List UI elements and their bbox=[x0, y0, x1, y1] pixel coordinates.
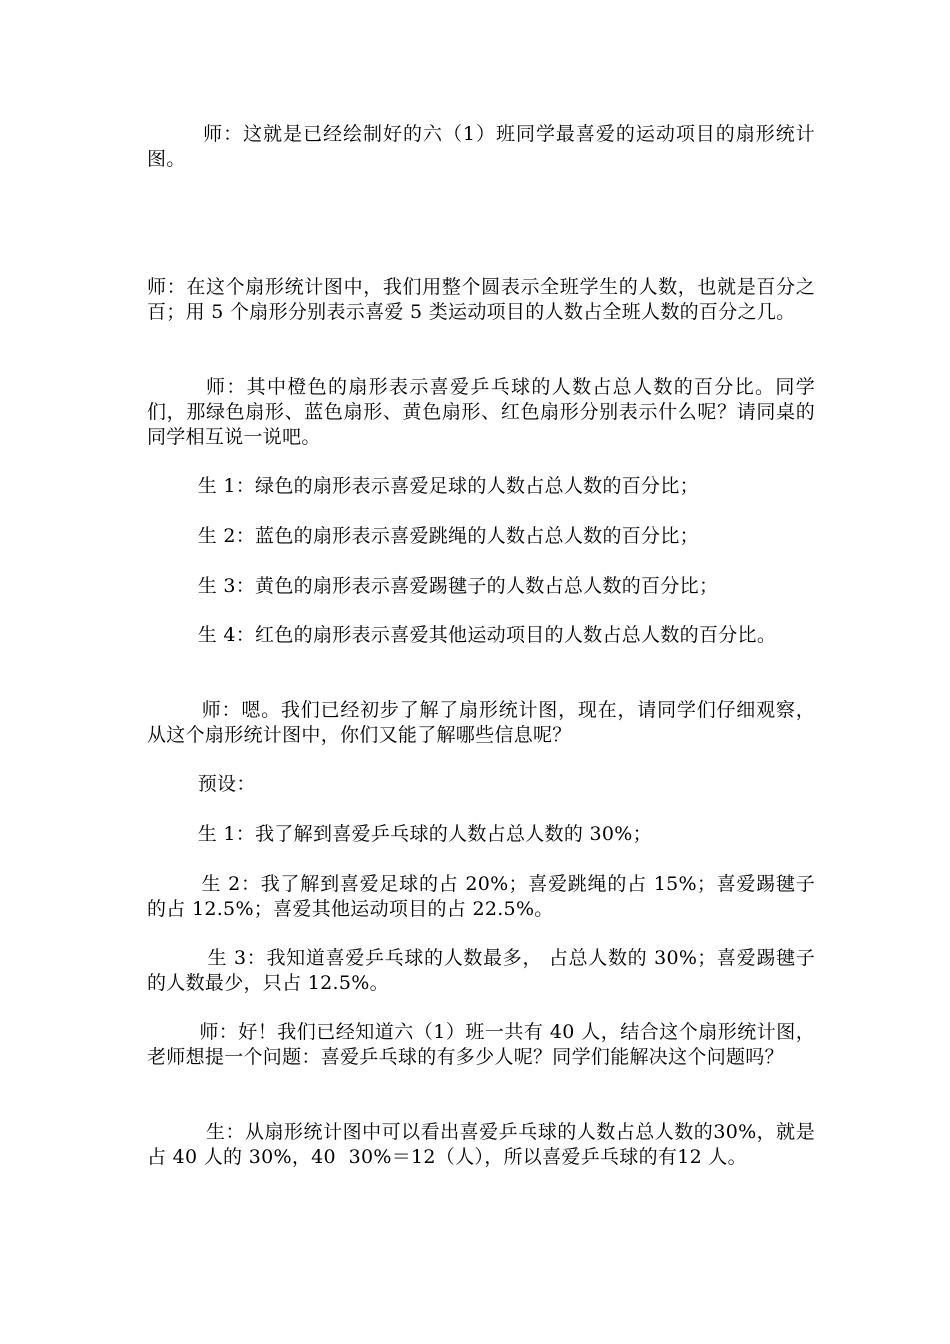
teacher-paragraph-circle-meaning: 师：在这个扇形统计图中，我们用整个圆表示全班学生的人数，也就是百分之百；用 5 个扇形分别表示喜爱 5 类运动项目的人数占全班人数的百分之几。 bbox=[147, 276, 815, 323]
student-4-red-sector: 生 4：红色的扇形表示喜爱其他运动项目的人数占总人数的百分比。 bbox=[147, 624, 777, 646]
student-3-yellow-sector: 生 3：黄色的扇形表示喜爱踢毽子的人数占总人数的百分比； bbox=[147, 575, 719, 597]
student-3-most-least: 生 3：我知道喜爱乒乓球的人数最多， 占总人数的 30%；喜爱踢毽子的人数最少，只占 12.5%。 bbox=[147, 947, 815, 994]
student-1-green-sector: 生 1：绿色的扇形表示喜爱足球的人数占总人数的百分比； bbox=[147, 475, 699, 497]
teacher-paragraph-question: 师：好！我们已经知道六（1）班一共有 40 人，结合这个扇形统计图，老师想提一个问题：喜爱乒乓球的有多少人呢？同学们能解决这个问题吗？ bbox=[147, 1021, 816, 1068]
student-2-other-percents: 生 2：我了解到喜爱足球的占 20%；喜爱跳绳的占 15%；喜爱踢毽子的占 12.5%；喜爱其他运动项目的占 22.5%。 bbox=[147, 873, 816, 920]
student-2-blue-sector: 生 2：蓝色的扇形表示喜爱跳绳的人数占总人数的百分比； bbox=[147, 525, 699, 547]
teacher-paragraph-chart-intro: 师：这就是已经绘制好的六（1）班同学最喜爱的运动项目的扇形统计图。 bbox=[147, 123, 816, 170]
student-1-pingpong-percent: 生 1：我了解到喜爱乒乓球的人数占总人数的 30%； bbox=[147, 823, 652, 845]
student-answer-calculation: 生：从扇形统计图中可以看出喜爱乒乓球的人数占总人数的30%，就是占 40 人的 30%，40 30%＝12（人），所以喜爱乒乓球的有12 人。 bbox=[147, 1121, 815, 1168]
preset-label: 预设： bbox=[147, 773, 256, 795]
teacher-paragraph-observe: 师：嗯。我们已经初步了解了扇形统计图，现在，请同学们仔细观察，从这个扇形统计图中，你们又能了解哪些信息呢？ bbox=[147, 699, 815, 746]
teacher-paragraph-sector-colors: 师：其中橙色的扇形表示喜爱乒乓球的人数占总人数的百分比。同学们，那绿色扇形、蓝色扇形、黄色扇形、红色扇形分别表示什么呢？请同桌的同学相互说一说吧。 bbox=[147, 376, 815, 448]
